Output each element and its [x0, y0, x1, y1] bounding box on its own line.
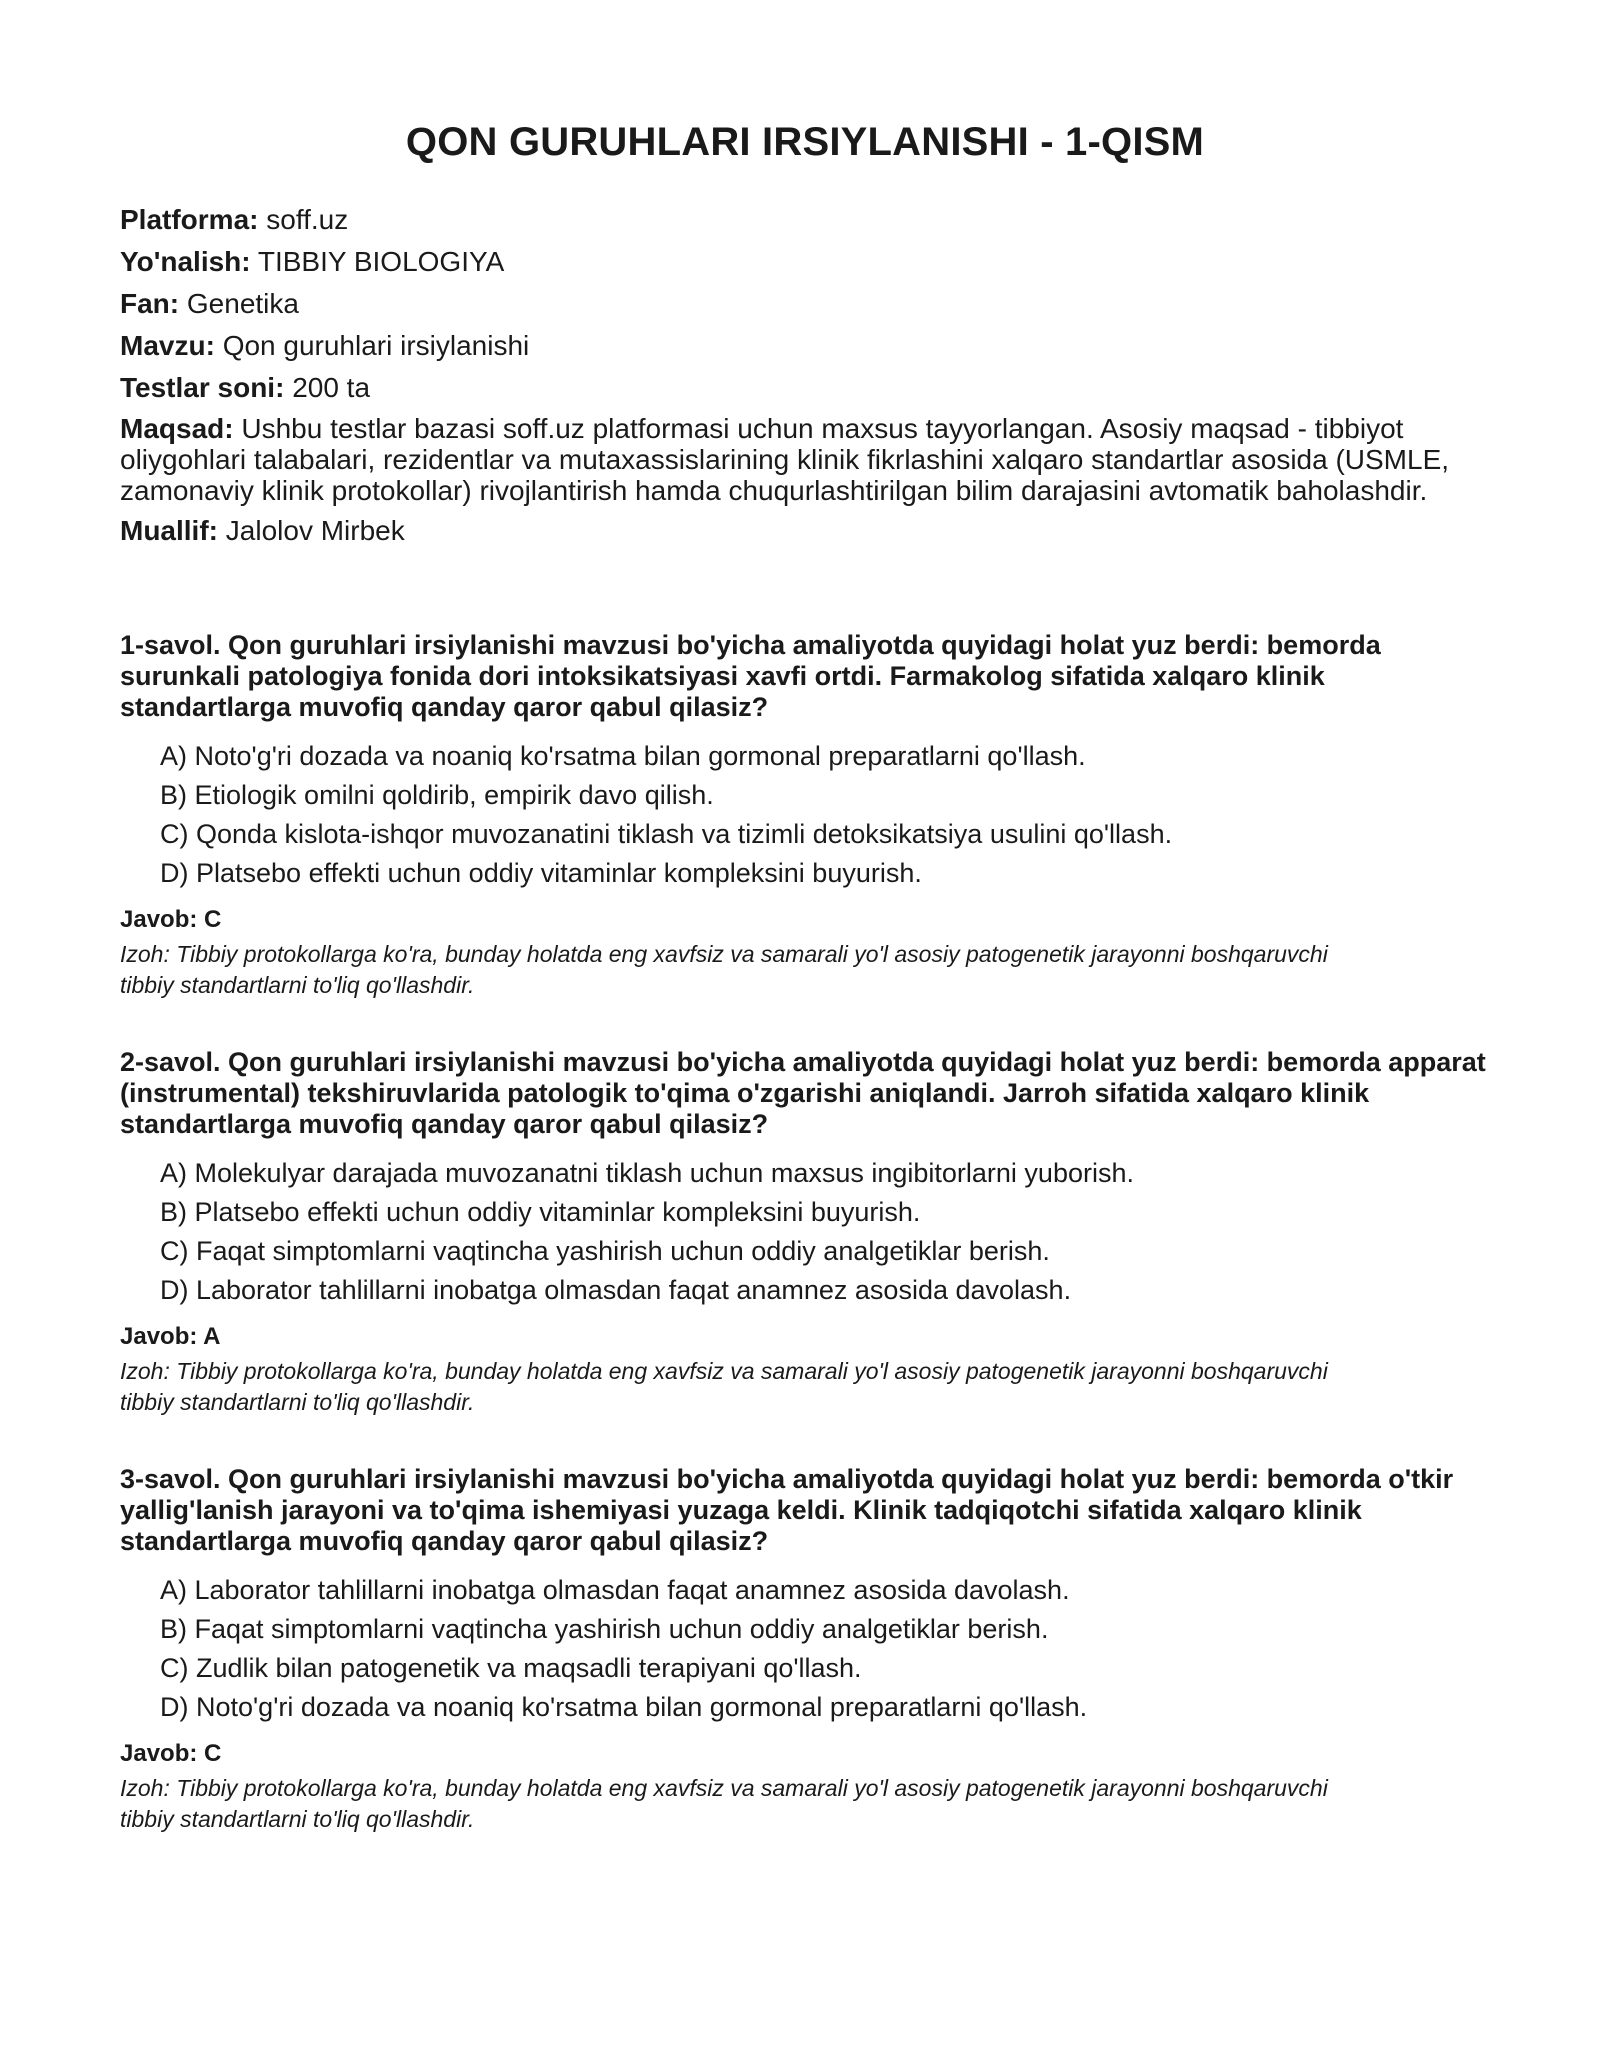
document-title: QON GURUHLARI IRSIYLANISHI - 1-QISM	[405, 120, 1205, 164]
explanation-text: Izoh: Tibbiy protokollarga ko'ra, bunday holatda eng xavfsiz va samarali yo'l asosiy patogenetik jarayonni boshqaruvchi tibbiy standartlarni to'liq qo'llashdir.	[120, 941, 1328, 998]
meta-direction	[120, 245, 1490, 279]
option-b: B) Etiologik omilni qoldirib, empirik davo qilish.	[160, 780, 714, 810]
meta-value: soff.uz	[266, 204, 349, 235]
option-b: B) Platsebo effekti uchun oddiy vitaminlar kompleksini buyurish.	[160, 1197, 921, 1227]
option-d: D) Noto'g'ri dozada va noaniq ko'rsatma bilan gormonal preparatlarni qo'llash.	[160, 1692, 1088, 1722]
answer-key: Javob: C	[120, 1740, 222, 1767]
question-item	[120, 1047, 1490, 1418]
answer-options	[160, 737, 1490, 893]
question-text: 2-savol. Qon guruhlari irsiylanishi mavzusi bo'yicha amaliyotda quyidagi holat yuz berdi: bemorda apparat (instrumental) tekshiruvlarida patologik to'qima o'zgarishi aniqlandi. Jarroh sifatida xalqaro klinik standartlarga muvofiq qanday qaror qabul qilasiz?	[120, 1047, 1486, 1139]
answer-options	[160, 1154, 1490, 1310]
option-d: D) Platsebo effekti uchun oddiy vitaminlar kompleksini buyurish.	[160, 858, 922, 888]
option-c: C) Faqat simptomlarni vaqtincha yashirish uchun oddiy analgetiklar berish.	[160, 1236, 1050, 1266]
document-page	[120, 120, 1490, 1881]
answer-options	[160, 1571, 1490, 1727]
option-c: C) Zudlik bilan patogenetik va maqsadli terapiyani qo'llash.	[160, 1653, 862, 1683]
meta-test-count	[120, 371, 1490, 405]
questions-list	[120, 630, 1490, 1835]
meta-topic	[120, 329, 1490, 363]
meta-value: Jalolov Mirbek	[225, 515, 405, 546]
meta-purpose	[120, 413, 1490, 506]
option-a: A) Molekulyar darajada muvozanatni tiklash uchun maxsus ingibitorlarni yuborish.	[160, 1158, 1134, 1188]
explanation-text: Izoh: Tibbiy protokollarga ko'ra, bunday holatda eng xavfsiz va samarali yo'l asosiy patogenetik jarayonni boshqaruvchi tibbiy standartlarni to'liq qo'llashdir.	[120, 1358, 1328, 1415]
option-a: A) Laborator tahlillarni inobatga olmasdan faqat anamnez asosida davolash.	[160, 1575, 1070, 1605]
option-c: C) Qonda kislota-ishqor muvozanatini tiklash va tizimli detoksikatsiya usulini qo'llash.	[160, 819, 1173, 849]
question-text: 3-savol. Qon guruhlari irsiylanishi mavzusi bo'yicha amaliyotda quyidagi holat yuz berdi: bemorda o'tkir yallig'lanish jarayoni va to'qima ishemiyasi yuzaga keldi. Klinik tadqiqotchi sifatida xalqaro klinik standartlarga muvofiq qanday qaror qabul qilasiz?	[120, 1464, 1454, 1556]
meta-subject	[120, 287, 1490, 321]
meta-label: Mavzu:	[120, 330, 215, 361]
meta-label: Yo'nalish:	[120, 246, 251, 277]
option-b: B) Faqat simptomlarni vaqtincha yashirish uchun oddiy analgetiklar berish.	[160, 1614, 1049, 1644]
meta-value: Ushbu testlar bazasi soff.uz platformasi uchun maxsus tayyorlangan. Asosiy maqsad - tibbiyot oliygohlari talabalari, rezidentlar va mutaxassislarining klinik fikrlashini xalqaro standartlar asosida (USMLE, zamonaviy klinik protokollar) rivojlantirish hamda chuqurlashtirilgan bilim darajasini avtomatik baholashdir.	[120, 413, 1450, 506]
meta-label: Muallif:	[120, 515, 218, 546]
question-text: 1-savol. Qon guruhlari irsiylanishi mavzusi bo'yicha amaliyotda quyidagi holat yuz berdi: bemorda surunkali patologiya fonida dori intoksikatsiyasi xavfi ortdi. Farmakolog sifatida xalqaro klinik standartlarga muvofiq qanday qaror qabul qilasiz?	[120, 630, 1381, 722]
meta-label: Maqsad:	[120, 413, 234, 444]
option-d: D) Laborator tahlillarni inobatga olmasdan faqat anamnez asosida davolash.	[160, 1275, 1072, 1305]
meta-platform	[120, 203, 1490, 237]
meta-value: Qon guruhlari irsiylanishi	[222, 330, 530, 361]
meta-label: Fan:	[120, 288, 180, 319]
meta-value: TIBBIY BIOLOGIYA	[257, 246, 505, 277]
meta-value: Genetika	[186, 288, 299, 319]
meta-label: Testlar soni:	[120, 372, 285, 403]
answer-key: Javob: C	[120, 906, 222, 933]
question-item	[120, 630, 1490, 1001]
meta-block	[120, 203, 1490, 548]
meta-author	[120, 514, 1490, 548]
question-item	[120, 1464, 1490, 1835]
answer-key: Javob: A	[120, 1323, 221, 1350]
meta-value: 200 ta	[292, 372, 371, 403]
meta-label: Platforma:	[120, 204, 259, 235]
explanation-text: Izoh: Tibbiy protokollarga ko'ra, bunday holatda eng xavfsiz va samarali yo'l asosiy patogenetik jarayonni boshqaruvchi tibbiy standartlarni to'liq qo'llashdir.	[120, 1775, 1328, 1832]
option-a: A) Noto'g'ri dozada va noaniq ko'rsatma bilan gormonal preparatlarni qo'llash.	[160, 741, 1086, 771]
